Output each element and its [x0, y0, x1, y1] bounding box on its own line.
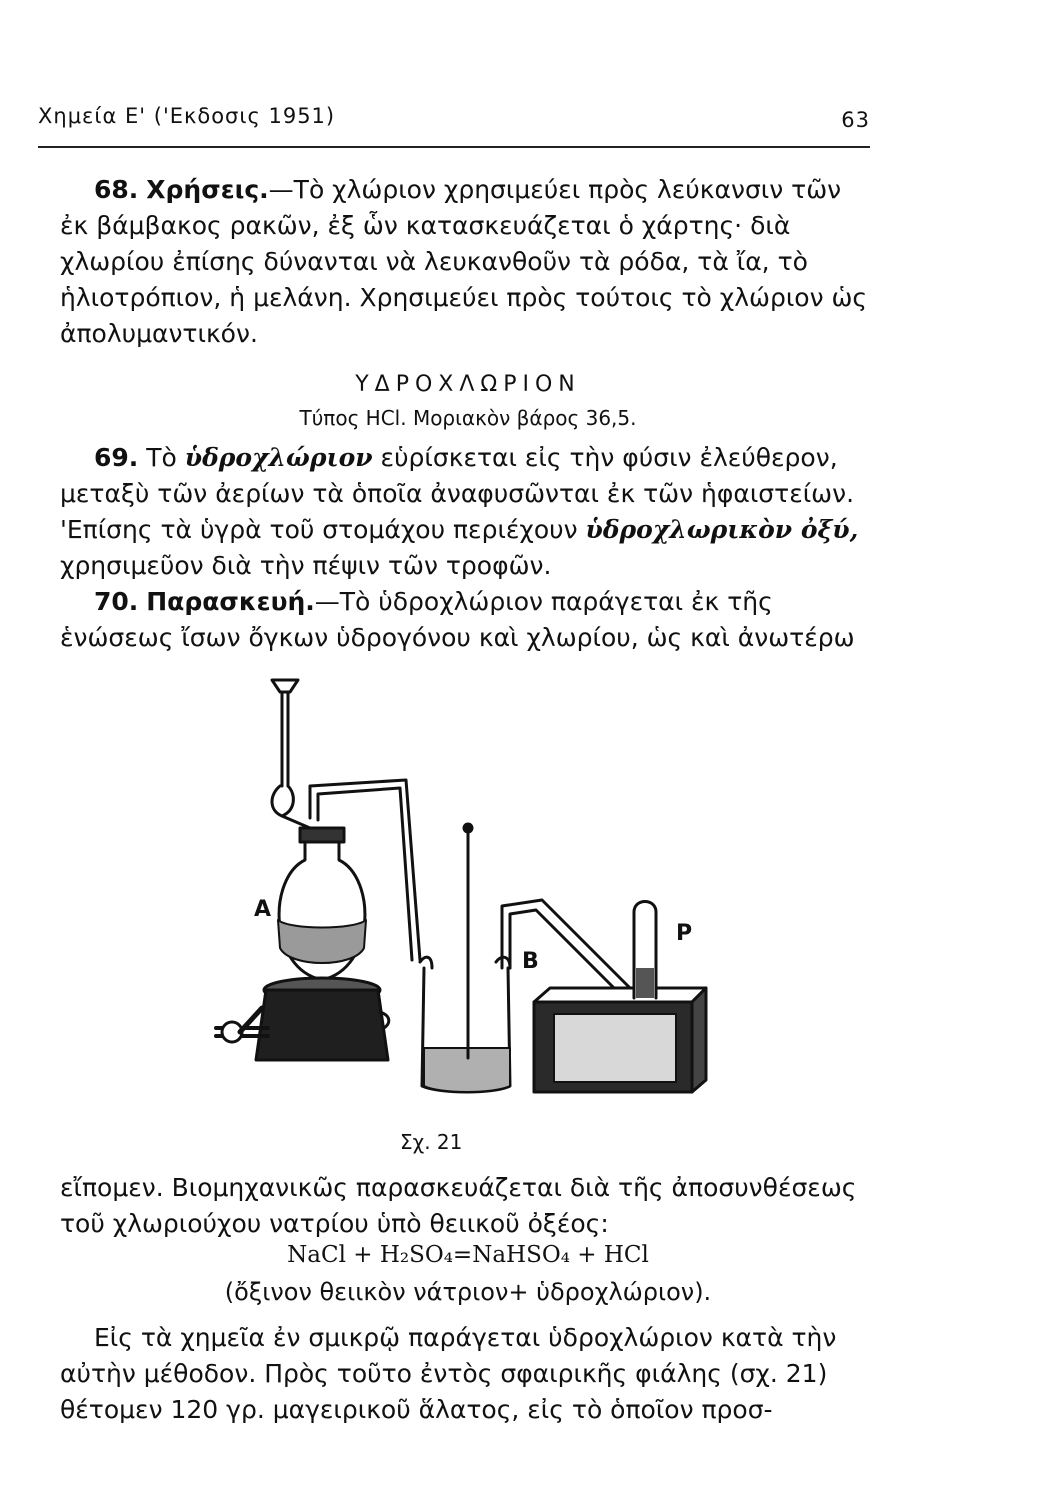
- paragraph-text: Τὸ: [146, 443, 185, 472]
- apparatus-figure: [170, 668, 730, 1128]
- paragraph-text: χρησιμεῦον διὰ τὴν πέψιν τῶν τροφῶν.: [60, 551, 552, 580]
- paragraph-text: εὑρίσκεται εἰς τὴν φύσιν ἐλεύθερον, μεταξὺ τῶν ἀερίων τὰ ὁποῖα ἀναφυσῶνται ἐκ τῶν ἡφαιστείων. 'Επίσης τὰ ὑγρὰ τοῦ στομάχου περιέχουν: [60, 443, 855, 544]
- label-p: P: [676, 921, 693, 946]
- paragraph-text: —Τὸ ὑδροχλώριον παράγεται ἐκ τῆς ἑνώσεως ἴσων ὄγκων ὑδρογόνου καὶ χλωρίου, ὡς καὶ ἀνωτέρω: [60, 587, 855, 652]
- paragraph-number: 70.: [94, 587, 139, 616]
- thistle-funnel: [272, 680, 310, 828]
- label-b: B: [522, 949, 539, 974]
- paragraph-69: [60, 440, 876, 584]
- figure-caption: Σχ. 21: [400, 1130, 463, 1154]
- bold-term: ὑδροχλωρικὸν ὀξύ,: [585, 515, 859, 544]
- running-title: Χημεία Ε' ('Εκδοσις 1951): [38, 104, 336, 128]
- paragraph-number: 69.: [94, 443, 139, 472]
- paragraph-last: Εἰς τὰ χημεῖα ἐν σμικρῷ παράγεται ὑδροχλώριον κατὰ τὴν αὐτὴν μέθοδον. Πρὸς τοῦτο ἐντὸς σφαιρικῆς φιάλης (σχ. 21) θέτομεν 120 γρ. μαγειρικοῦ ἅλατος, εἰς τὸ ὁποῖον προσ-: [60, 1323, 837, 1424]
- flask-a: [278, 828, 366, 980]
- equation-note: (ὄξινον θειικὸν νάτριον+ ὑδροχλώριον).: [224, 1278, 712, 1306]
- paragraph-heading: Χρήσεις.: [146, 175, 269, 204]
- test-tube-p: [634, 902, 656, 999]
- paragraph-68: [60, 172, 876, 352]
- paragraph-70: [60, 584, 876, 656]
- paragraph-number: 68.: [94, 175, 139, 204]
- header-rule: [38, 146, 870, 148]
- page-number: 63: [841, 108, 870, 132]
- paragraph-after-figure: εἴπομεν. Βιομηχανικῶς παρασκευάζεται διὰ τῆς ἀποσυνθέσεως τοῦ χλωριούχου νατρίου ὑπὸ θειικοῦ ὀξέος:: [60, 1173, 857, 1238]
- bold-term: ὑδροχλώριον: [184, 443, 373, 472]
- chemical-equation: NaCl + H₂SO₄=NaHSO₄ + HCl: [287, 1242, 649, 1268]
- burner-stand: [216, 978, 389, 1060]
- paragraph-heading: Παρασκευή.: [146, 587, 315, 616]
- section-title: ΥΔΡΟΧΛΩΡΙΟΝ: [355, 372, 581, 397]
- running-header: [38, 100, 870, 140]
- formula-line: Τύπος HCl. Μοριακὸν βάρος 36,5.: [299, 406, 637, 430]
- label-a: A: [254, 897, 272, 922]
- paragraph-text: —Τὸ χλώριον χρησιμεύει πρὸς λεύκανσιν τῶν ἐκ βάμβακος ρακῶν, ἐξ ὧν κατασκευάζεται ὁ χάρτης· διὰ χλωρίου ἐπίσης δύνανται νὰ λευκανθοῦν τὰ ρόδα, τὰ ἴα, τὸ ἡλιοτρόπιον, ἡ μελάνη. Χρησιμεύει πρὸς τούτοις τὸ χλώριον ὡς ἀπολυμαντικόν.: [60, 175, 868, 348]
- trough: [534, 988, 706, 1092]
